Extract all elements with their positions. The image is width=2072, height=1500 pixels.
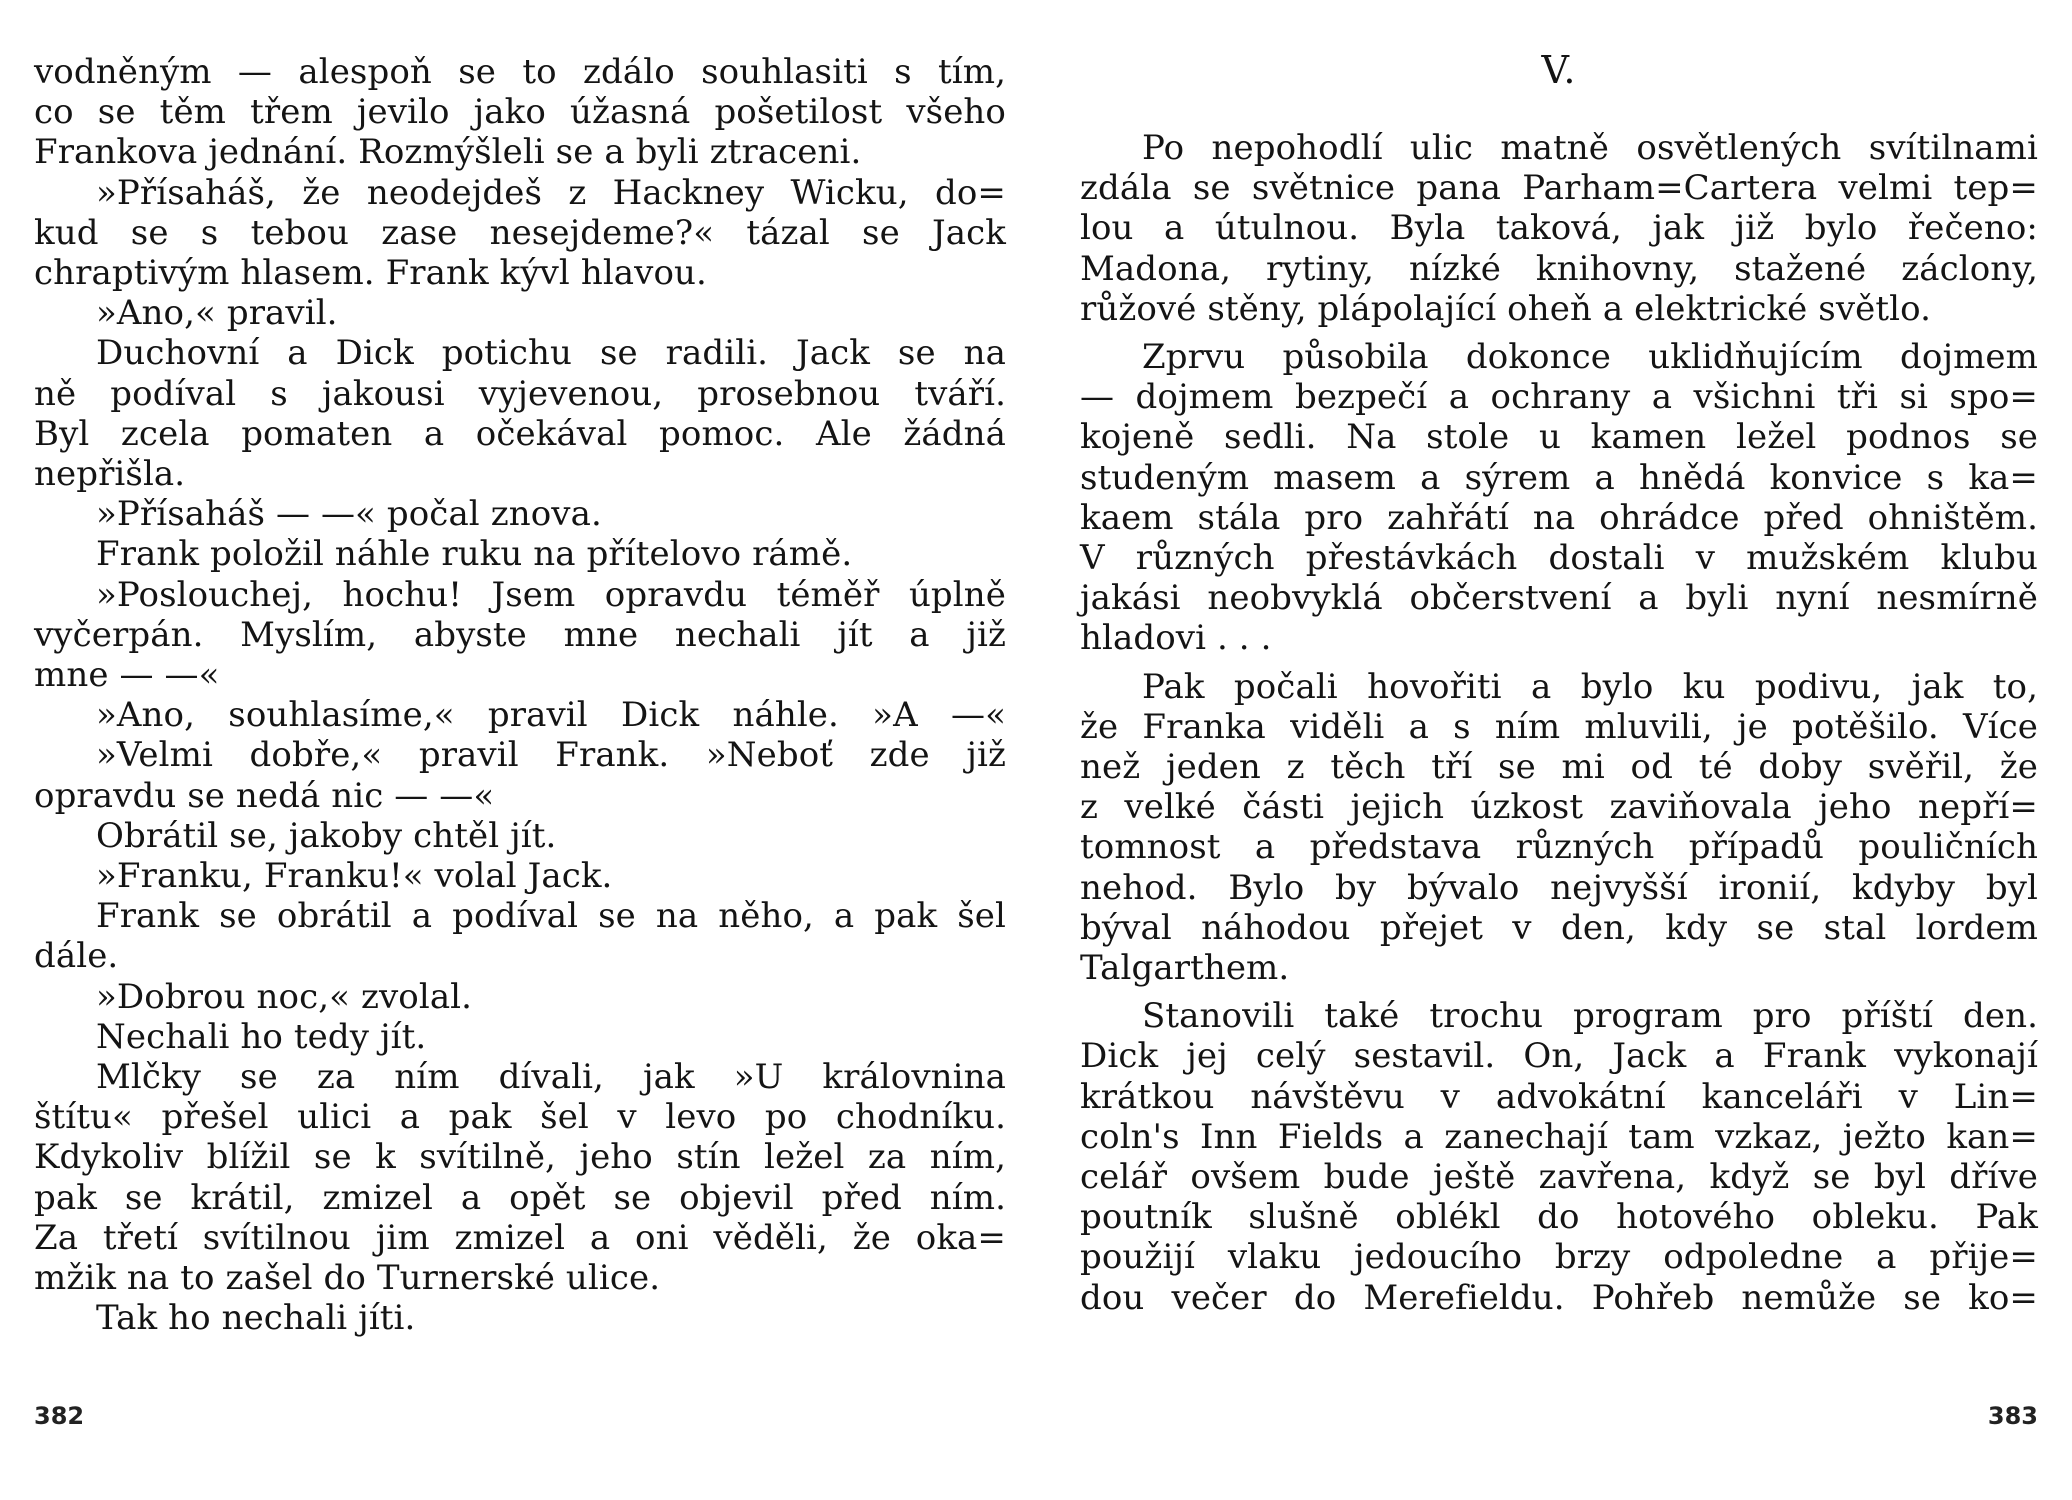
text-line: celář ovšem bude ještě zavřena, když se byl dříve — [1080, 1157, 2038, 1198]
text-line: V různých přestávkách dostali v mužském klubu — [1080, 538, 2038, 579]
text-line: štítu« přešel ulici a pak šel v levo po chodníku. — [34, 1097, 1006, 1138]
page-number: 382 — [34, 1402, 85, 1430]
text-line: vyčerpán. Myslím, abyste mne nechali jít a již — [34, 614, 1006, 655]
text-line: poutník slušně oblékl do hotového obleku. Pak — [1080, 1197, 2038, 1238]
text-line: Stanovili také trochu program pro příští den. — [1142, 996, 2038, 1037]
text-line: studeným masem a sýrem a hnědá konvice s ka= — [1080, 457, 2038, 498]
text-line: Duchovní a Dick potichu se radili. Jack se na — [96, 333, 1006, 374]
left-page-text — [34, 52, 1006, 1339]
text-line: Mlčky se za ním dívali, jak »U královnina — [96, 1057, 1006, 1098]
text-line: Tak ho nechali jíti. — [96, 1298, 416, 1339]
text-line: hladovi . . . — [1080, 618, 1272, 659]
page-number: 383 — [1987, 1402, 2038, 1430]
text-line: použijí vlaku jedoucího brzy odpoledne a přije= — [1080, 1237, 2038, 1278]
text-line: vodněným — alespoň se to zdálo souhlasiti s tím, — [34, 52, 1006, 92]
text-line: z velké části jejich úzkost zaviňovala jeho nepří= — [1080, 787, 2038, 828]
text-line: coln's Inn Fields a zanechají tam vzkaz, ježto kan= — [1080, 1116, 2038, 1157]
text-line: Frankova jednání. Rozmýšleli se a byli ztraceni. — [34, 132, 862, 173]
text-line: co se těm třem jevilo jako úžasná pošetilost všeho — [34, 92, 1006, 133]
text-line: Madona, rytiny, nízké knihovny, stažené záclony, — [1080, 248, 2038, 289]
text-line: »Velmi dobře,« pravil Frank. »Neboť zde již — [96, 735, 1006, 776]
text-line: »Přísaháš — —« počal znova. — [96, 494, 602, 535]
text-line: — dojmem bezpečí a ochrany a všichni tři si spo= — [1080, 377, 2038, 418]
text-line: Za třetí svítilnou jim zmizel a oni věděli, že oka= — [34, 1217, 1006, 1258]
paragraph-gap — [1080, 329, 2038, 337]
text-line: kojeně sedli. Na stole u kamen ležel podnos se — [1080, 417, 2038, 458]
text-line: než jeden z těch tří se mi od té doby svěřil, že — [1080, 747, 2038, 788]
text-line: »Dobrou noc,« zvolal. — [96, 976, 473, 1017]
text-line: jakási neobvyklá občerstvení a byli nyní nesmírně — [1080, 578, 2038, 619]
text-line: krátkou návštěvu v advokátní kanceláři v Lin= — [1080, 1076, 2038, 1117]
text-line: mne — —« — [34, 655, 220, 696]
chapter-heading: V. — [1541, 48, 1577, 92]
right-page — [1080, 0, 2038, 1500]
text-line: růžové stěny, plápolající oheň a elektrické světlo. — [1080, 288, 1931, 329]
text-line: Talgarthem. — [1080, 948, 1290, 989]
text-line: dou večer do Merefieldu. Pohřeb nemůže se ko= — [1080, 1277, 2038, 1318]
left-page — [34, 0, 1006, 1500]
text-line: Dick jej celý sestavil. On, Jack a Frank vykonají — [1080, 1036, 2038, 1077]
text-line: lou a útulnou. Byla taková, jak již bylo řečeno: — [1080, 208, 2038, 249]
text-line: »Franku, Franku!« volal Jack. — [96, 856, 613, 897]
text-line: dále. — [34, 936, 119, 977]
text-line: zdála se světnice pana Parham=Cartera velmi tep= — [1080, 168, 2038, 209]
text-line: chraptivým hlasem. Frank kývl hlavou. — [34, 253, 707, 294]
text-line: Obrátil se, jakoby chtěl jít. — [96, 815, 557, 856]
text-line: mžik na to zašel do Turnerské ulice. — [34, 1258, 661, 1299]
text-line: býval náhodou přejet v den, kdy se stal lordem — [1080, 907, 2038, 948]
text-line: Po nepohodlí ulic matně osvětlených svítilnami — [1142, 128, 2038, 168]
text-line: »Ano, souhlasíme,« pravil Dick náhle. »A —« — [96, 695, 1006, 736]
text-line: Byl zcela pomaten a očekával pomoc. Ale žádná — [34, 413, 1006, 454]
paragraph-gap — [1080, 659, 2038, 667]
right-page-text — [1080, 128, 2038, 1318]
text-line: Pak počali hovořiti a bylo ku podivu, jak to, — [1142, 666, 2038, 707]
text-line: Nechali ho tedy jít. — [96, 1016, 427, 1057]
text-line: opravdu se nedá nic — —« — [34, 775, 495, 816]
text-line: »Poslouchej, hochu! Jsem opravdu téměř úplně — [96, 574, 1006, 615]
text-line: ně podíval s jakousi vyjevenou, prosebnou tváří. — [34, 373, 1006, 414]
text-line: kaem stála pro zahřátí na ohrádce před ohništěm. — [1080, 497, 2038, 538]
text-line: »Přísaháš, že neodejdeš z Hackney Wicku, do= — [96, 172, 1006, 213]
text-line: Frank se obrátil a podíval se na něho, a pak šel — [96, 896, 1006, 937]
text-line: tomnost a představa různých případů pouličních — [1080, 827, 2038, 868]
paragraph-gap — [1080, 988, 2038, 996]
text-line: kud se s tebou zase nesejdeme?« tázal se Jack — [34, 212, 1006, 253]
text-line: »Ano,« pravil. — [96, 293, 338, 334]
text-line: Zprvu působila dokonce uklidňujícím dojmem — [1142, 337, 2038, 378]
text-line: nepřišla. — [34, 454, 186, 495]
text-line: pak se krátil, zmizel a opět se objevil před ním. — [34, 1177, 1006, 1218]
text-line: Frank položil náhle ruku na přítelovo rámě. — [96, 534, 853, 575]
text-line: že Franka viděli a s ním mluvili, je potěšilo. Více — [1080, 706, 2038, 747]
text-line: Kdykoliv blížil se k svítilně, jeho stín ležel za ním, — [34, 1137, 1006, 1178]
text-line: nehod. Bylo by bývalo nejvyšší ironií, kdyby byl — [1080, 867, 2038, 908]
